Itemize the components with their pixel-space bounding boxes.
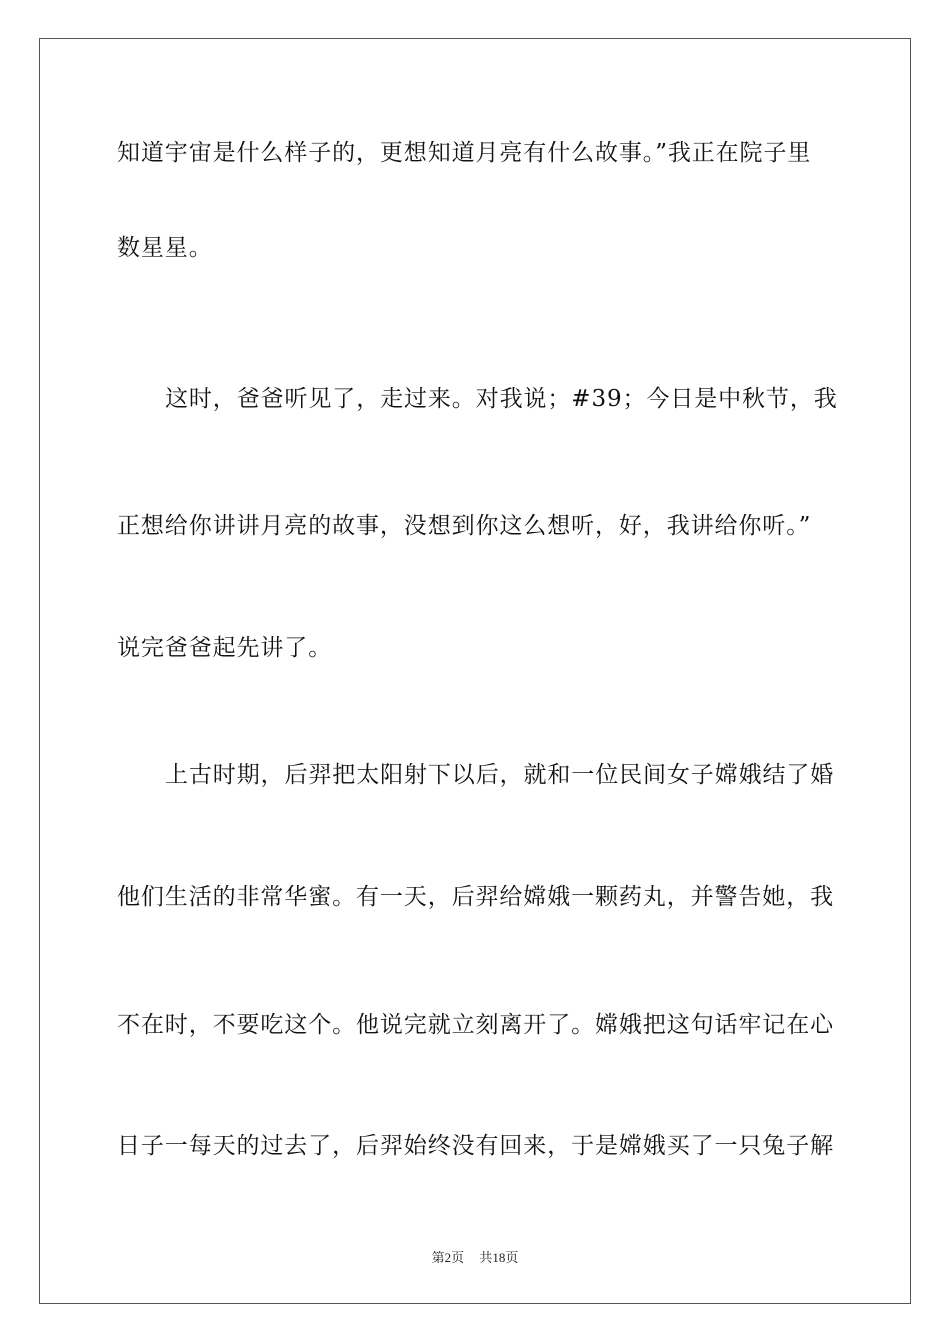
page-border [39, 38, 911, 1304]
page-number: 第2页 [431, 1250, 465, 1265]
text-line-1: 知道宇宙是什么样子的，更想知道月亮有什么故事。”我正在院子里 [117, 140, 812, 166]
text-line-4: 正想给你讲讲月亮的故事，没想到你这么想听，好，我讲给你听。” [117, 513, 812, 539]
text-line-5: 说完爸爸起先讲了。 [117, 635, 333, 661]
page-footer [0, 1247, 950, 1266]
text-line-3: 这时，爸爸听见了，走过来。对我说；#39；今日是中秋节，我 [165, 386, 838, 412]
text-line-2: 数星星。 [117, 235, 213, 261]
text-line-9: 日子一每天的过去了，后羿始终没有回来，于是嫦娥买了一只兔子解 [117, 1133, 834, 1159]
text-line-8: 不在时，不要吃这个。他说完就立刻离开了。嫦娥把这句话牢记在心 [117, 1012, 834, 1038]
text-line-6: 上古时期，后羿把太阳射下以后，就和一位民间女子嫦娥结了婚 [165, 762, 835, 788]
text-line-7: 他们生活的非常华蜜。有一天，后羿给嫦娥一颗药丸，并警告她，我 [117, 884, 834, 910]
page-total: 共18页 [479, 1250, 519, 1265]
